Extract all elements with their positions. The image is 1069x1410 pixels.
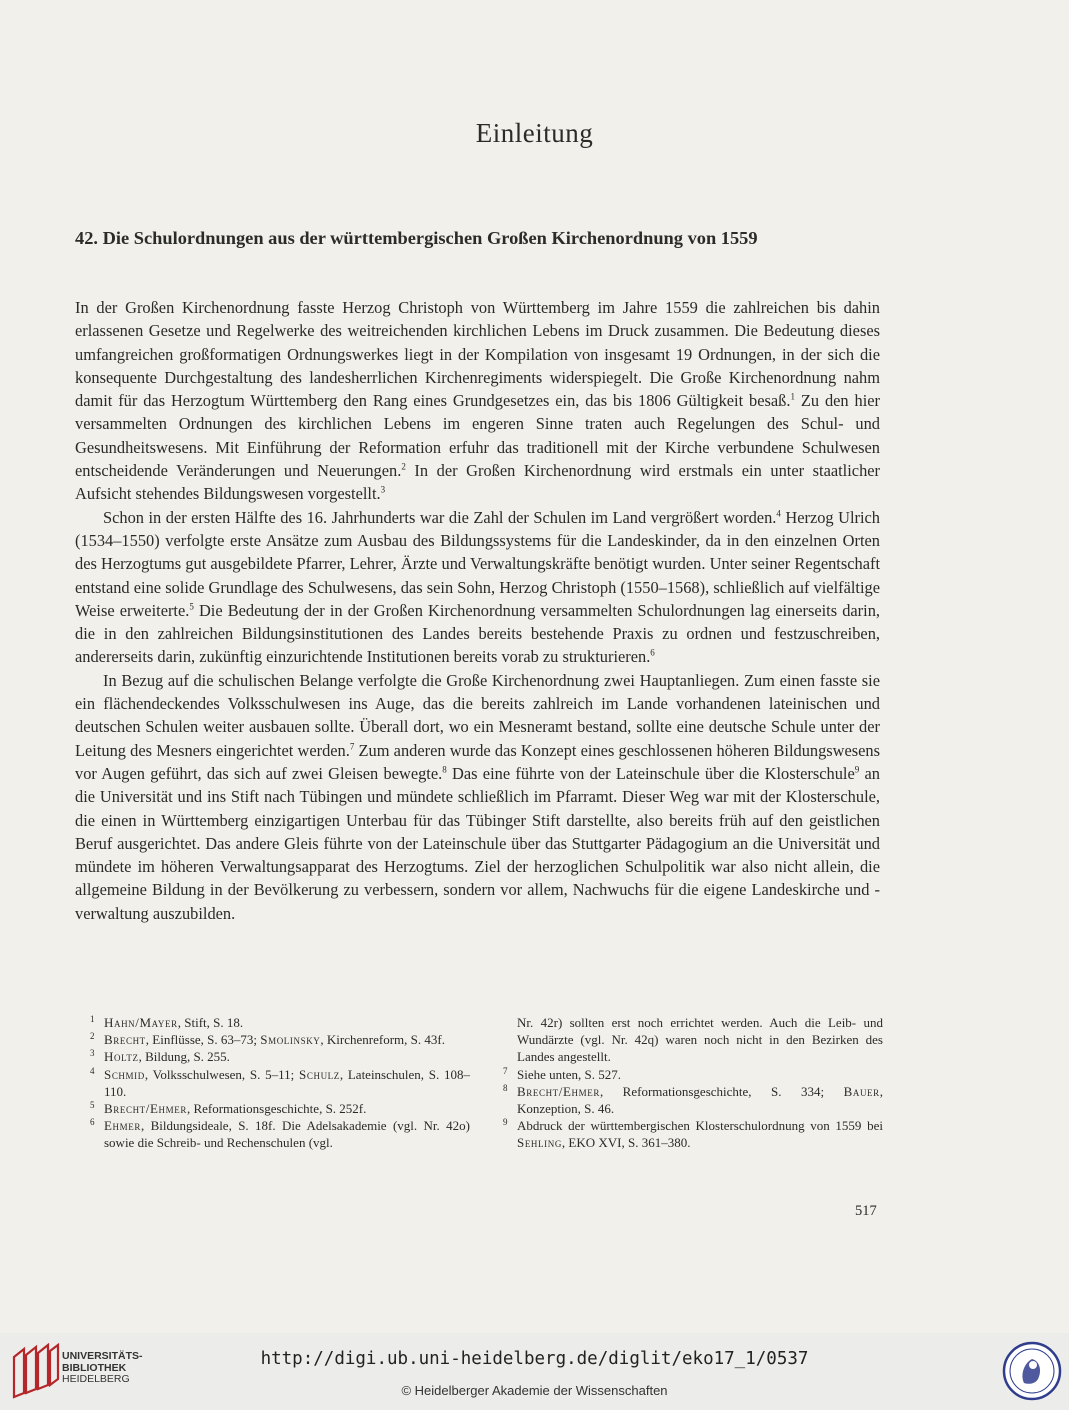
footnote-ref[interactable]: 8 [442,764,447,775]
section-heading: 42. Die Schulordnungen aus der württembergischen Großen Kirchenordnung von 1559 [75,228,758,248]
library-name: UNIVERSITÄTS- BIBLIOTHEK HEIDELBERG [62,1350,143,1385]
footnote-6-continued: Nr. 42r) sollten erst noch errichtet werden. Auch die Leib- und Wundärzte (vgl. Nr. 42q) waren noch nicht in den Bezirken des Landes angestellt. [517,1015,883,1065]
footnote-7: 7 Siehe unten, S. 527. [503,1065,621,1082]
footnote-ref[interactable]: 5 [189,601,194,612]
footnote-ref[interactable]: 6 [650,647,655,658]
paragraph-3: In Bezug auf die schulischen Belange verfolgte die Große Kirchenordnung zwei Hauptanliegen. Zum einen fasste sie ein flächendeckendes Volksschulwesen ins Auge, das die bereits zahlreich im Lande vorhandenen lateinischen und deutschen Schulen weiter ausbauen sollte. Überall dort, wo ein Mesneramt bestand, sollte eine deutsche Schule unter der Leitung des Mesners eingerichtet werden.$^7$ Zum anderen wurde das Konzept eines geschlossenen höheren Bildungswesens vor Augen geführt, das sich auf zwei Gleisen bewegte.$^8$ Das eine führte von der Lateinschule über die Klosterschule$^9$ an die Universität und ins Stift nach Tübingen und mündete schließlich im Pfarramt. Dieser Weg war mit der Klosterschule, die einen in Württemberg einzigartigen Unterbau für das Tübinger Stift darstellte, also bereits früh auf den geistlichen Beruf ausgerichtet. Das andere Gleis führte von der Lateinschule über das Stuttgarter Pädagogium an die Universität und mündete im höheren Verwaltungsapparat des Herzogtums. Ziel der herzoglichen Schulpolitik war also nicht allein, die allgemeine Bildung in der Bevölkerung zu verbessern, sondern vor allem, Nachwuchs für die eigene Landeskirche und -verwaltung auszubilden. [75,670,880,923]
footnote-4: 4 Schmid, Volksschulwesen, S. 5–11; Schulz, Lateinschulen, S. 108–110. [90,1065,470,1099]
footnote-ref[interactable]: 2 [401,461,406,472]
university-seal-icon [1002,1341,1062,1401]
page-number: 517 [855,1203,877,1219]
footnote-3: 3 Holtz, Bildung, S. 255. [90,1048,230,1065]
bleed-through-shadow [78,100,878,120]
footnote-ref[interactable]: 9 [854,764,860,775]
footnote-5: 5 Brecht/Ehmer, Reformationsgeschichte, S. 252f. [90,1100,367,1117]
footnote-8: 8 Brecht/Ehmer, Reformationsgeschichte, S. 334; Bauer, Konzeption, S. 46. [503,1082,883,1117]
footnotes-left-column [90,1014,470,1152]
footnote-9: 9 Abdruck der württembergischen Klosterschulordnung von 1559 bei Sehling, EKO XVI, S. 361–380. [503,1117,883,1151]
footnote-ref[interactable]: 1 [790,391,795,402]
footnote-ref[interactable]: 7 [349,741,355,752]
paragraph-1: In der Großen Kirchenordnung fasste Herzog Christoph von Württemberg im Jahre 1559 die zahlreichen bis dahin erlassenen Gesetze und Regelwerke des weitreichenden kirchlichen Lebens im Druck zusammen. Die Bedeutung dieses umfangreichen großformatigen Ordnungswerkes liegt in der Kompilation von insgesamt 19 Ordnungen, in der sich die konsequente Durchgestaltung des landesherrlichen Kirchenregiments widerspiegelt. Die Große Kirchenordnung nahm damit für das Herzogtum Württemberg den Rang eines Grundgesetzes ein, das bis 1806 Gültigkeit besaß.$^1$ Zu den hier versammelten Ordnungen des kirchlichen Lebens im engeren Sinne traten auch Regelungen des Schul- und Gesundheitswesens. Mit Einführung der Reformation erfuhr das traditionell mit der Kirche verbundene Schulwesen entscheidende Veränderungen und Neuerungen.$^2$ In der Großen Kirchenordnung wird erstmals ein unter staatlicher Aufsicht stehendes Bildungswesen vorgestellt.$^3$ [75,298,880,504]
paragraph-2: Schon in der ersten Hälfte des 16. Jahrhunderts war die Zahl der Schulen im Land vergrößert worden.$^4$ Herzog Ulrich (1534–1550) verfolgte erste Ansätze zum Ausbau des Bildungssystems für die Landeskinder, da in den einzelnen Orten des Herzogtums gut ausgebildete Pfarrer, Lehrer, Ärzte und Verwaltungskräfte benötigt wurden. Unter seiner Regentschaft entstand eine solide Grundlage des Schulwesens, das sein Sohn, Herzog Christoph (1550–1568), schließlich auf vielfältige Weise erweiterte.$^5$ Die Bedeutung der in der Großen Kirchenordnung versammelten Schulordnungen lag einerseits darin, die in den zahlreichen Bildungsinstitutionen des Landes bereits bestehende Praxis zu ordnen und festzuschreiben, andererseits darin, zukünftig einzurichtende Institutionen bereits vorab zu strukturieren.$^6$ [75,507,880,667]
page-title: Einleitung [475,118,594,148]
footnotes-right-column [503,1014,883,1152]
body-text [75,296,880,925]
permalink-url[interactable]: http://digi.ub.uni-heidelberg.de/diglit/eko17_1/0537 [260,1349,809,1369]
footnote-1: 1 Hahn/Mayer, Stift, S. 18. [90,1014,244,1030]
footnote-ref[interactable]: 3 [380,484,386,495]
footnote-2: 2 Brecht, Einflüsse, S. 63–73; Smolinsky, Kirchenreform, S. 43f. [90,1031,445,1048]
viewer-footer [0,1333,1069,1410]
footnote-ref[interactable]: 4 [776,508,781,519]
footnote-6: 6 Ehmer, Bildungsideale, S. 18f. Die Adelsakademie (vgl. Nr. 42o) sowie die Schreib- und Rechenschulen (vgl. [90,1117,470,1151]
copyright-notice: © Heidelberger Akademie der Wissenschaften [401,1383,668,1398]
